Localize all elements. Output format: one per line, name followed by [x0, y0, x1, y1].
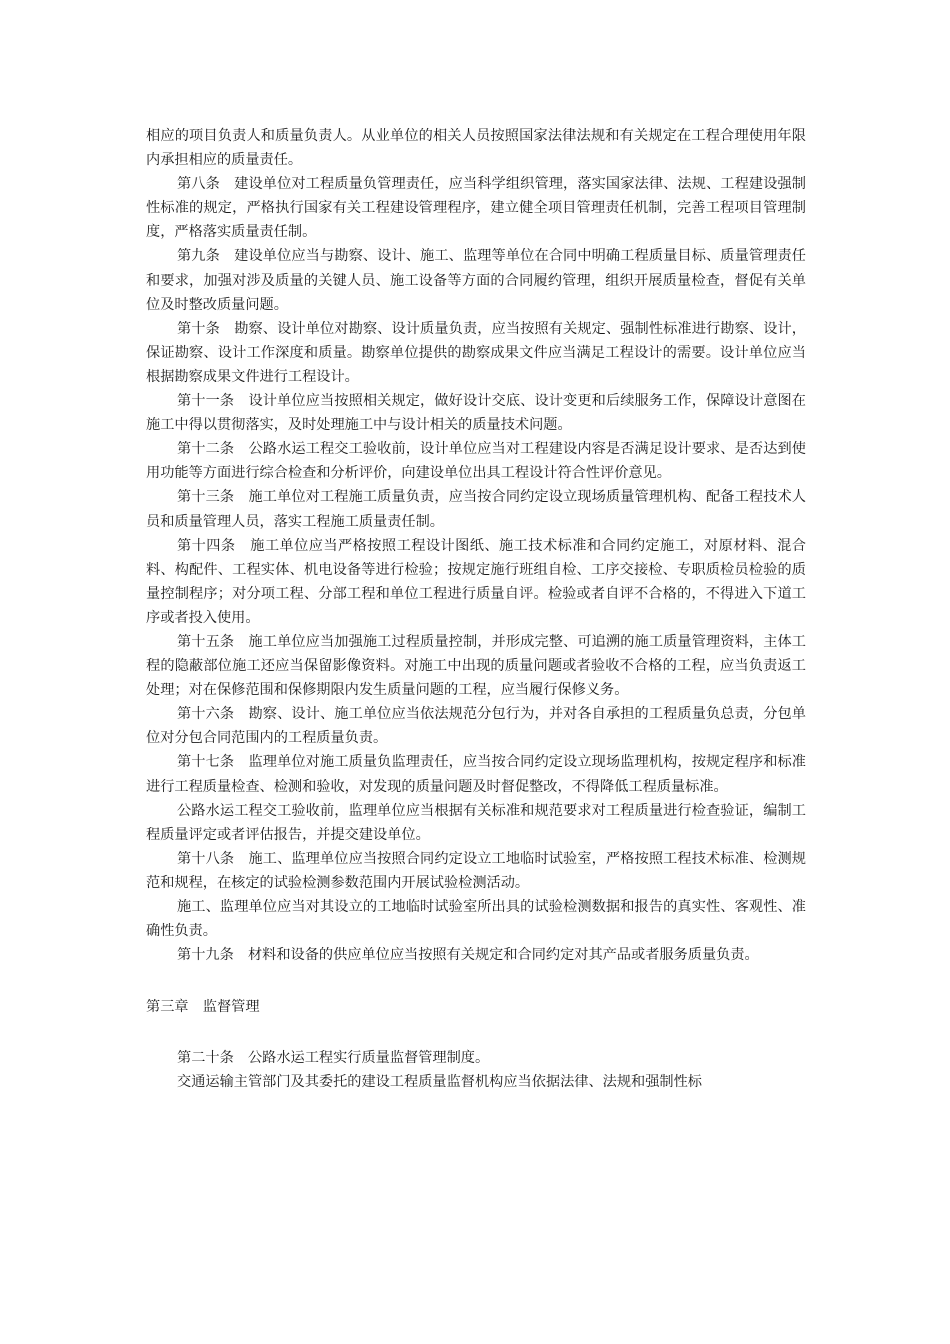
article-paragraph: 第十条 勘察、设计单位对勘察、设计质量负责，应当按照有关规定、强制性标准进行勘察、设计，保证勘察、设计工作深度和质量。勘察单位提供的勘察成果文件应当满足工程设计的需要。设计单位应当根据勘察成果文件进行工程设计。: [146, 320, 806, 385]
article-paragraph: 公路水运工程交工验收前，监理单位应当根据有关标准和规范要求对工程质量进行检查验证，编制工程质量评定或者评估报告，并提交建设单位。: [146, 802, 806, 843]
article-paragraph: 第八条 建设单位对工程质量负管理责任，应当科学组织管理，落实国家法律、法规、工程建设强制性标准的规定，严格执行国家有关工程建设管理程序，建立健全项目管理责任机制，完善工程项目管理制度，严格落实质量责任制。: [146, 176, 806, 241]
article-paragraph: 第十八条 施工、监理单位应当按照合同约定设立工地临时试验室，严格按照工程技术标准、检测规范和规程，在核定的试验检测参数范围内开展试验检测活动。: [146, 850, 806, 891]
article-paragraph: 第十七条 监理单位对施工质量负监理责任，应当按合同约定设立现场监理机构，按规定程序和标准进行工程质量检查、检测和验收，对发现的质量问题及时督促整改，不得降低工程质量标准。: [146, 754, 806, 795]
article-paragraph: 第十一条 设计单位应当按照相关规定，做好设计交底、设计变更和后续服务工作，保障设计意图在施工中得以贯彻落实，及时处理施工中与设计相关的质量技术问题。: [146, 393, 806, 434]
chapter-heading: 第三章 监督管理: [146, 999, 260, 1016]
article-paragraph: 相应的项目负责人和质量负责人。从业单位的相关人员按照国家法律法规和有关规定在工程合理使用年限内承担相应的质量责任。: [146, 128, 806, 169]
article-paragraph: 第十四条 施工单位应当严格按照工程设计图纸、施工技术标准和合同约定施工，对原材料、混合料、构配件、工程实体、机电设备等进行检验；按规定施行班组自检、工序交接检、专职质检员检验的质量控制程序；对分项工程、分部工程和单位工程进行质量自评。检验或者自评不合格的，不得进入下道工序或者投入使用。: [146, 537, 806, 626]
paragraph-group-before: [146, 124, 806, 967]
article-paragraph: 第九条 建设单位应当与勘察、设计、施工、监理等单位在合同中明确工程质量目标、质量管理责任和要求，加强对涉及质量的关键人员、施工设备等方面的合同履约管理，组织开展质量检查，督促有关单位及时整改质量问题。: [146, 248, 806, 313]
article-paragraph: 第十九条 材料和设备的供应单位应当按照有关规定和合同约定对其产品或者服务质量负责。: [177, 947, 759, 964]
article-paragraph: 交通运输主管部门及其委托的建设工程质量监督机构应当依据法律、法规和强制性标: [177, 1074, 702, 1091]
article-paragraph: 第十三条 施工单位对工程施工质量负责，应当按合同约定设立现场质量管理机构、配备工程技术人员和质量管理人员，落实工程施工质量责任制。: [146, 489, 806, 530]
article-paragraph: 施工、监理单位应当对其设立的工地临时试验室所出具的试验检测数据和报告的真实性、客观性、准确性负责。: [146, 899, 806, 940]
article-paragraph: 第十六条 勘察、设计、施工单位应当依法规范分包行为，并对各自承担的工程质量负总责，分包单位对分包合同范围内的工程质量负责。: [146, 706, 806, 747]
article-paragraph: 第十五条 施工单位应当加强施工过程质量控制，并形成完整、可追溯的施工质量管理资料，主体工程的隐蔽部位施工还应当保留影像资料。对施工中出现的质量问题或者验收不合格的工程，应当负责返工处理；对在保修范围和保修期限内发生质量问题的工程，应当履行保修义务。: [146, 633, 806, 699]
article-paragraph: 第十二条 公路水运工程交工验收前，设计单位应当对工程建设内容是否满足设计要求、是否达到使用功能等方面进行综合检查和分析评价，向建设单位出具工程设计符合性评价意见。: [146, 441, 806, 482]
article-paragraph: 第二十条 公路水运工程实行质量监督管理制度。: [177, 1050, 490, 1067]
document-page: [146, 124, 806, 1094]
paragraph-group-after: [146, 1046, 806, 1094]
